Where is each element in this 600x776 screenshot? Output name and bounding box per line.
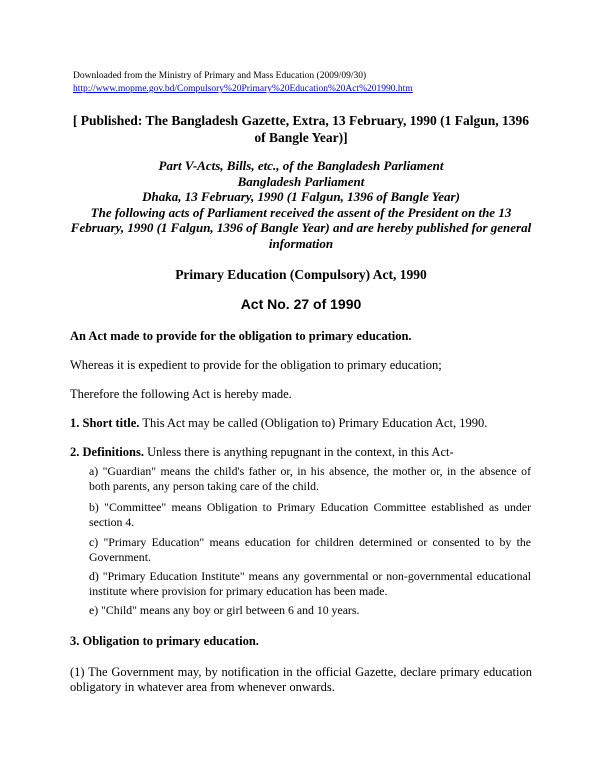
download-note: Downloaded from the Ministry of Primary and Mass Education (2009/09/30)	[73, 71, 367, 81]
intro-heading: An Act made to provide for the obligation to primary education.	[70, 329, 412, 343]
definition-item: c) "Primary Education" means education for children determined or consented to by the Government.	[89, 535, 531, 564]
parliament-heading	[70, 158, 532, 251]
definition-item: e) "Child" means any boy or girl between 6 and 10 years.	[89, 603, 360, 617]
section-3-heading: 3. Obligation to primary education.	[70, 634, 259, 648]
definition-item: d) "Primary Education Institute" means any governmental or non-governmental educational institute where provision for primary education has been made.	[89, 569, 531, 598]
definition-item: a) "Guardian" means the child's father or, in his absence, the mother or, in the absence of both parents, any person taking care of the child.	[89, 464, 531, 493]
section-2	[70, 445, 532, 460]
therefore-clause: Therefore the following Act is hereby made.	[70, 387, 292, 401]
part-line: Part V-Acts, Bills, etc., of the Bangladesh Parliament	[158, 158, 444, 173]
section-1-text: This Act may be called (Obligation to) Primary Education Act, 1990.	[139, 416, 488, 430]
section-3-paragraph-1: (1) The Government may, by notification in the official Gazette, declare primary education obligatory in whatever area from whenever onwards.	[70, 665, 532, 694]
section-2-text: Unless there is anything repugnant in the context, in this Act-	[143, 445, 454, 459]
section-2-heading: 2. Definitions.	[70, 445, 144, 459]
definition-item: b) "Committee" means Obligation to Primary Education Committee established as under section 4.	[89, 500, 531, 529]
gazette-publication-line: [ Published: The Bangladesh Gazette, Extra, 13 February, 1990 (1 Falgun, 1396 of Bangle Year)]	[72, 113, 530, 145]
act-title: Primary Education (Compulsory) Act, 1990	[175, 267, 427, 282]
section-1-heading: 1. Short title.	[70, 416, 140, 430]
source-url-link[interactable]: http://www.mopme.gov.bd/Compulsory%20Primary%20Education%20Act%201990.htm	[73, 84, 413, 94]
act-number: Act No. 27 of 1990	[240, 296, 362, 312]
date-line: Dhaka, 13 February, 1990 (1 Falgun, 1396 of Bangle Year)	[142, 189, 460, 204]
source-note	[73, 70, 413, 96]
section-1	[70, 416, 532, 431]
assent-line: The following acts of Parliament received the assent of the President on the 13 February, 1990 (1 Falgun, 1396 of Bangle Year) and are hereby published for general information	[70, 204, 532, 251]
parliament-line: Bangladesh Parliament	[237, 173, 365, 189]
whereas-clause: Whereas it is expedient to provide for the obligation to primary education;	[70, 358, 442, 372]
